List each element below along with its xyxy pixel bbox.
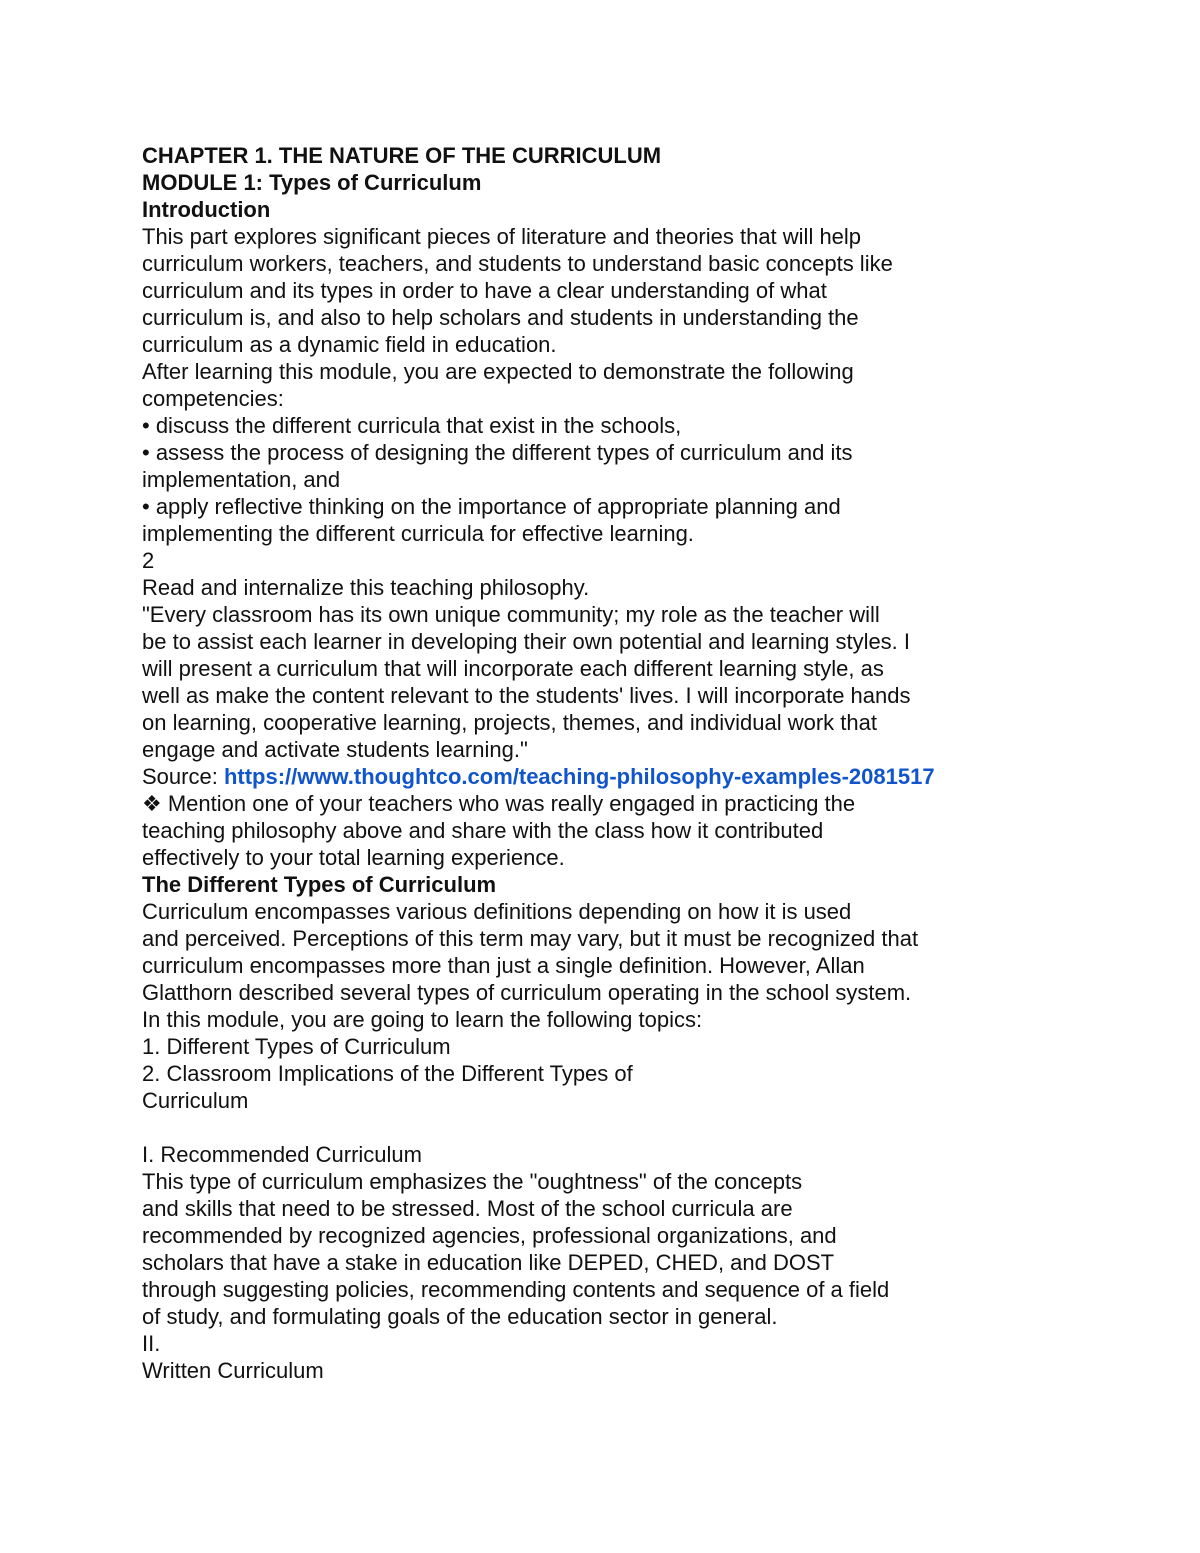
competency-bullet: • assess the process of designing the different types of curriculum and its [142, 440, 853, 465]
written-number: II. [142, 1331, 161, 1356]
intro-line: After learning this module, you are expected to demonstrate the following [142, 359, 854, 384]
intro-line: curriculum is, and also to help scholars and students in understanding the [142, 305, 859, 330]
philosophy-line: Read and internalize this teaching philosophy. [142, 575, 590, 600]
task-line: effectively to your total learning experience. [142, 845, 565, 870]
document-page [142, 142, 1142, 1384]
source-line [142, 763, 1142, 790]
intro-line: competencies: [142, 386, 284, 411]
philosophy-quote-line: will present a curriculum that will incorporate each different learning style, as [142, 656, 884, 681]
task-line: ❖ Mention one of your teachers who was really engaged in practicing the [142, 791, 856, 816]
source-label: Source: [142, 764, 224, 789]
source-link[interactable]: https://www.thoughtco.com/teaching-philosophy-examples-2081517 [223, 764, 935, 789]
types-line: Curriculum encompasses various definitions depending on how it is used [142, 899, 852, 924]
recommended-line: through suggesting policies, recommending contents and sequence of a field [142, 1277, 890, 1302]
types-heading: The Different Types of Curriculum [142, 872, 497, 897]
recommended-line: recommended by recognized agencies, professional organizations, and [142, 1223, 837, 1248]
types-line: Glatthorn described several types of curriculum operating in the school system. [142, 980, 912, 1005]
intro-line: curriculum as a dynamic field in education. [142, 332, 557, 357]
written-heading: Written Curriculum [142, 1358, 324, 1383]
task-line: teaching philosophy above and share with the class how it contributed [142, 818, 824, 843]
intro-line: curriculum workers, teachers, and students to understand basic concepts like [142, 251, 893, 276]
recommended-line: and skills that need to be stressed. Most of the school curricula are [142, 1196, 793, 1221]
philosophy-quote-line: engage and activate students learning." [142, 737, 528, 762]
intro-heading: Introduction [142, 197, 271, 222]
philosophy-quote-line: "Every classroom has its own unique community; my role as the teacher will [142, 602, 880, 627]
recommended-heading: I. Recommended Curriculum [142, 1142, 422, 1167]
topic-item-cont: Curriculum [142, 1088, 249, 1113]
competency-bullet-cont: implementation, and [142, 467, 341, 492]
recommended-line: of study, and formulating goals of the education sector in general. [142, 1304, 778, 1329]
philosophy-quote-line: well as make the content relevant to the students' lives. I will incorporate hands [142, 683, 911, 708]
philosophy-quote-line: on learning, cooperative learning, projects, themes, and individual work that [142, 710, 877, 735]
competency-bullet: • discuss the different curricula that exist in the schools, [142, 413, 682, 438]
blank-line [142, 1114, 1142, 1141]
intro-line: curriculum and its types in order to have a clear understanding of what [142, 278, 827, 303]
recommended-line: scholars that have a stake in education like DEPED, CHED, and DOST [142, 1250, 835, 1275]
types-line: In this module, you are going to learn the following topics: [142, 1007, 703, 1032]
intro-line: This part explores significant pieces of literature and theories that will help [142, 224, 862, 249]
topic-item: 1. Different Types of Curriculum [142, 1034, 451, 1059]
types-line: and perceived. Perceptions of this term may vary, but it must be recognized that [142, 926, 919, 951]
competency-bullet-cont: implementing the different curricula for effective learning. [142, 521, 694, 546]
topic-item: 2. Classroom Implications of the Different Types of [142, 1061, 633, 1086]
module-title: MODULE 1: Types of Curriculum [142, 170, 482, 195]
competency-bullet: • apply reflective thinking on the importance of appropriate planning and [142, 494, 841, 519]
chapter-title: CHAPTER 1. THE NATURE OF THE CURRICULUM [142, 143, 662, 168]
page-number: 2 [142, 548, 155, 573]
philosophy-quote-line: be to assist each learner in developing their own potential and learning styles. I [142, 629, 911, 654]
recommended-line: This type of curriculum emphasizes the "oughtness" of the concepts [142, 1169, 803, 1194]
types-line: curriculum encompasses more than just a single definition. However, Allan [142, 953, 865, 978]
